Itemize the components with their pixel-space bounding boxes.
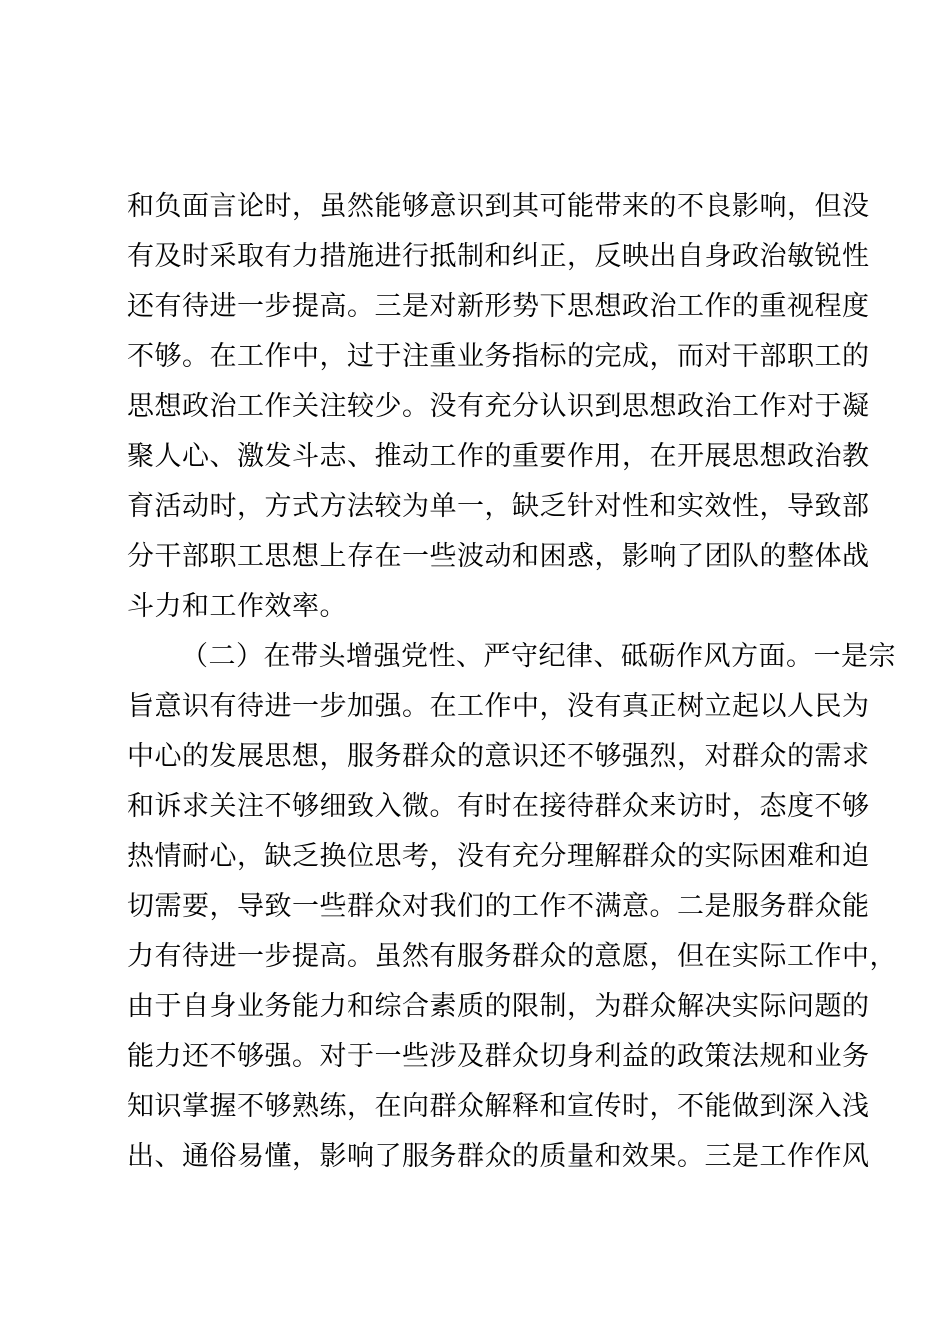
paragraph-heading-line: （二）在带头增强党性、严守纪律、砥砺作风方面。一是宗 [181,641,896,672]
text-line: 和诉求关注不够细致入微。有时在接待群众来访时，态度不够 [127,791,870,822]
text-line: 出、通俗易懂，影响了服务群众的质量和效果。三是工作作风 [127,1141,870,1172]
text-line: 还有待进一步提高。三是对新形势下思想政治工作的重视程度 [127,291,870,322]
text-line: 分干部职工思想上存在一些波动和困惑，影响了团队的整体战 [127,541,870,572]
text-line: 有及时采取有力措施进行抵制和纠正，反映出自身政治敏锐性 [127,241,870,272]
text-line: 育活动时，方式方法较为单一，缺乏针对性和实效性，导致部 [127,491,870,522]
text-line: 斗力和工作效率。 [127,591,347,622]
text-line: 知识掌握不够熟练，在向群众解释和宣传时，不能做到深入浅 [127,1091,870,1122]
text-line: 切需要，导致一些群众对我们的工作不满意。二是服务群众能 [127,891,870,922]
text-line: 由于自身业务能力和综合素质的限制，为群众解决实际问题的 [127,991,870,1022]
text-line: 和负面言论时，虽然能够意识到其可能带来的不良影响，但没 [127,191,870,222]
text-line: 力有待进一步提高。虽然有服务群众的意愿，但在实际工作中， [127,941,897,972]
body-text [127,182,897,1182]
text-line: 中心的发展思想，服务群众的意识还不够强烈，对群众的需求 [127,741,870,772]
text-line: 思想政治工作关注较少。没有充分认识到思想政治工作对于凝 [127,391,870,422]
text-line: 聚人心、激发斗志、推动工作的重要作用，在开展思想政治教 [127,441,870,472]
text-line: 能力还不够强。对于一些涉及群众切身利益的政策法规和业务 [127,1041,870,1072]
text-line: 旨意识有待进一步加强。在工作中，没有真正树立起以人民为 [127,691,870,722]
text-line: 不够。在工作中，过于注重业务指标的完成，而对干部职工的 [127,341,870,372]
text-line: 热情耐心，缺乏换位思考，没有充分理解群众的实际困难和迫 [127,841,870,872]
